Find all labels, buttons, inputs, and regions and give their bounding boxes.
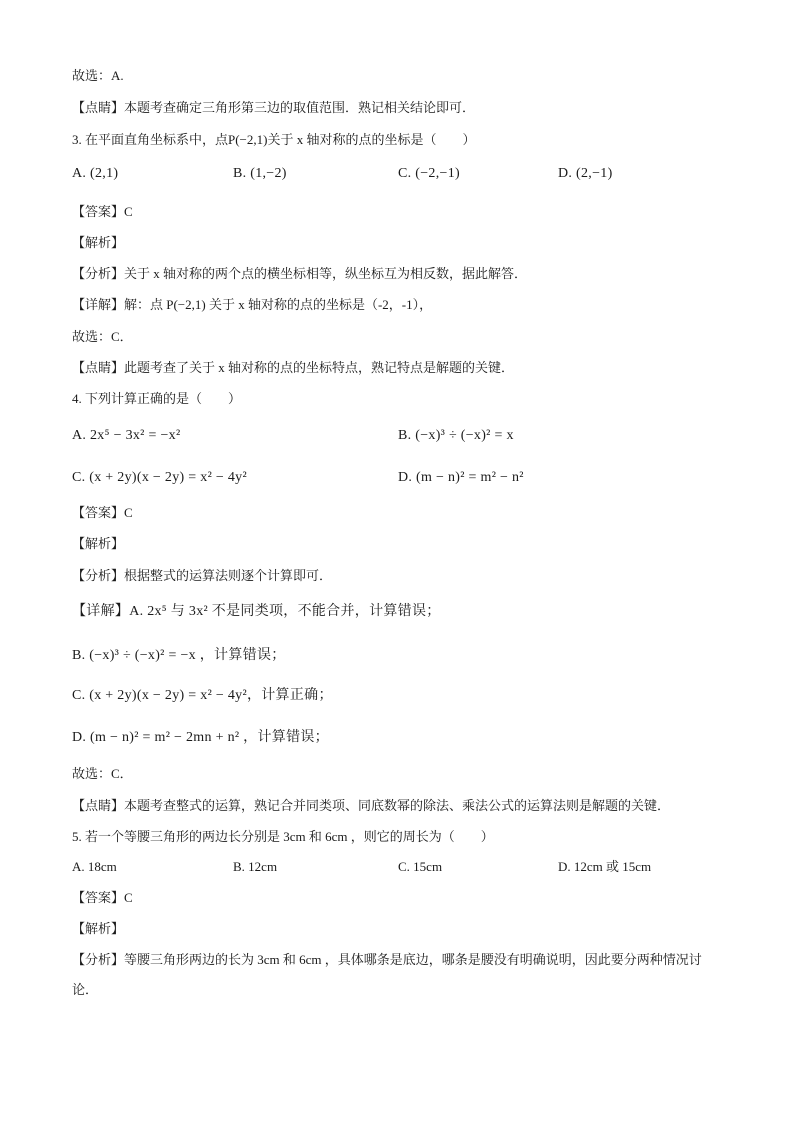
option-d: D. (m − n)² = m² − n² bbox=[398, 470, 524, 485]
answer-line: 【答案】C bbox=[72, 890, 133, 905]
analysis-heading: 【解析】 bbox=[72, 235, 125, 250]
option-c: C. (x + 2y)(x − 2y) = x² − 4y² bbox=[72, 470, 247, 485]
option-d: D. 12cm 或 15cm bbox=[558, 859, 652, 874]
option-a: A. 18cm bbox=[72, 859, 117, 874]
detail-text: C. (x + 2y)(x − 2y) = x² − 4y²，计算正确； bbox=[72, 688, 333, 703]
comment-text: 【点睛】此题考查了关于 x 轴对称的点的坐标特点，熟记特点是解题的关键． bbox=[72, 360, 515, 375]
question-4: 4. 下列计算正确的是（ ） bbox=[72, 391, 242, 406]
analysis-heading: 【解析】 bbox=[72, 921, 125, 936]
choice-text: 故选：C． bbox=[72, 329, 133, 344]
detail-text: 【详解】解：点 P(−2,1) 关于 x 轴对称的点的坐标是（-2，-1）， bbox=[72, 297, 433, 312]
option-c: C. (−2,−1) bbox=[398, 166, 460, 181]
answer-line: 【答案】C bbox=[72, 505, 133, 520]
analysis-text: 【分析】等腰三角形两边的长为 3cm 和 6cm ，具体哪条是底边，哪条是腰没有明确说明，因此要分两种情况讨论． bbox=[72, 952, 702, 997]
question-3: 3. 在平面直角坐标系中，点P(−2,1)关于 x 轴对称的点的坐标是（ ） bbox=[72, 132, 476, 147]
text-line: 故选：A. bbox=[72, 68, 124, 83]
option-c: C. 15cm bbox=[398, 859, 443, 874]
text-line: 【点睛】本题考查确定三角形第三边的取值范围．熟记相关结论即可． bbox=[72, 100, 476, 115]
choice-text: 故选：C． bbox=[72, 766, 133, 781]
option-d: D. (2,−1) bbox=[558, 166, 613, 181]
option-a: A. 2x⁵ − 3x² = −x² bbox=[72, 428, 181, 443]
analysis-text: 【分析】关于 x 轴对称的两个点的横坐标相等，纵坐标互为相反数，据此解答． bbox=[72, 266, 528, 281]
analysis-heading: 【解析】 bbox=[72, 536, 125, 551]
answer-line: 【答案】C bbox=[72, 204, 133, 219]
analysis-text: 【分析】根据整式的运算法则逐个计算即可． bbox=[72, 568, 333, 583]
option-b: B. (−x)³ ÷ (−x)² = x bbox=[398, 428, 514, 443]
detail-text: B. (−x)³ ÷ (−x)² = −x ，计算错误； bbox=[72, 648, 286, 663]
detail-text: 【详解】A. 2x⁵ 与 3x² 不是同类项，不能合并，计算错误； bbox=[72, 604, 441, 619]
detail-text: D. (m − n)² = m² − 2mn + n² ，计算错误； bbox=[72, 730, 329, 745]
option-b: B. (1,−2) bbox=[233, 166, 287, 181]
question-5: 5. 若一个等腰三角形的两边长分别是 3cm 和 6cm ，则它的周长为（ ） bbox=[72, 829, 494, 844]
comment-text: 【点睛】本题考查整式的运算，熟记合并同类项、同底数幂的除法、乘法公式的运算法则是解题的关键． bbox=[72, 798, 671, 813]
option-b: B. 12cm bbox=[233, 859, 278, 874]
option-a: A. (2,1) bbox=[72, 166, 119, 181]
